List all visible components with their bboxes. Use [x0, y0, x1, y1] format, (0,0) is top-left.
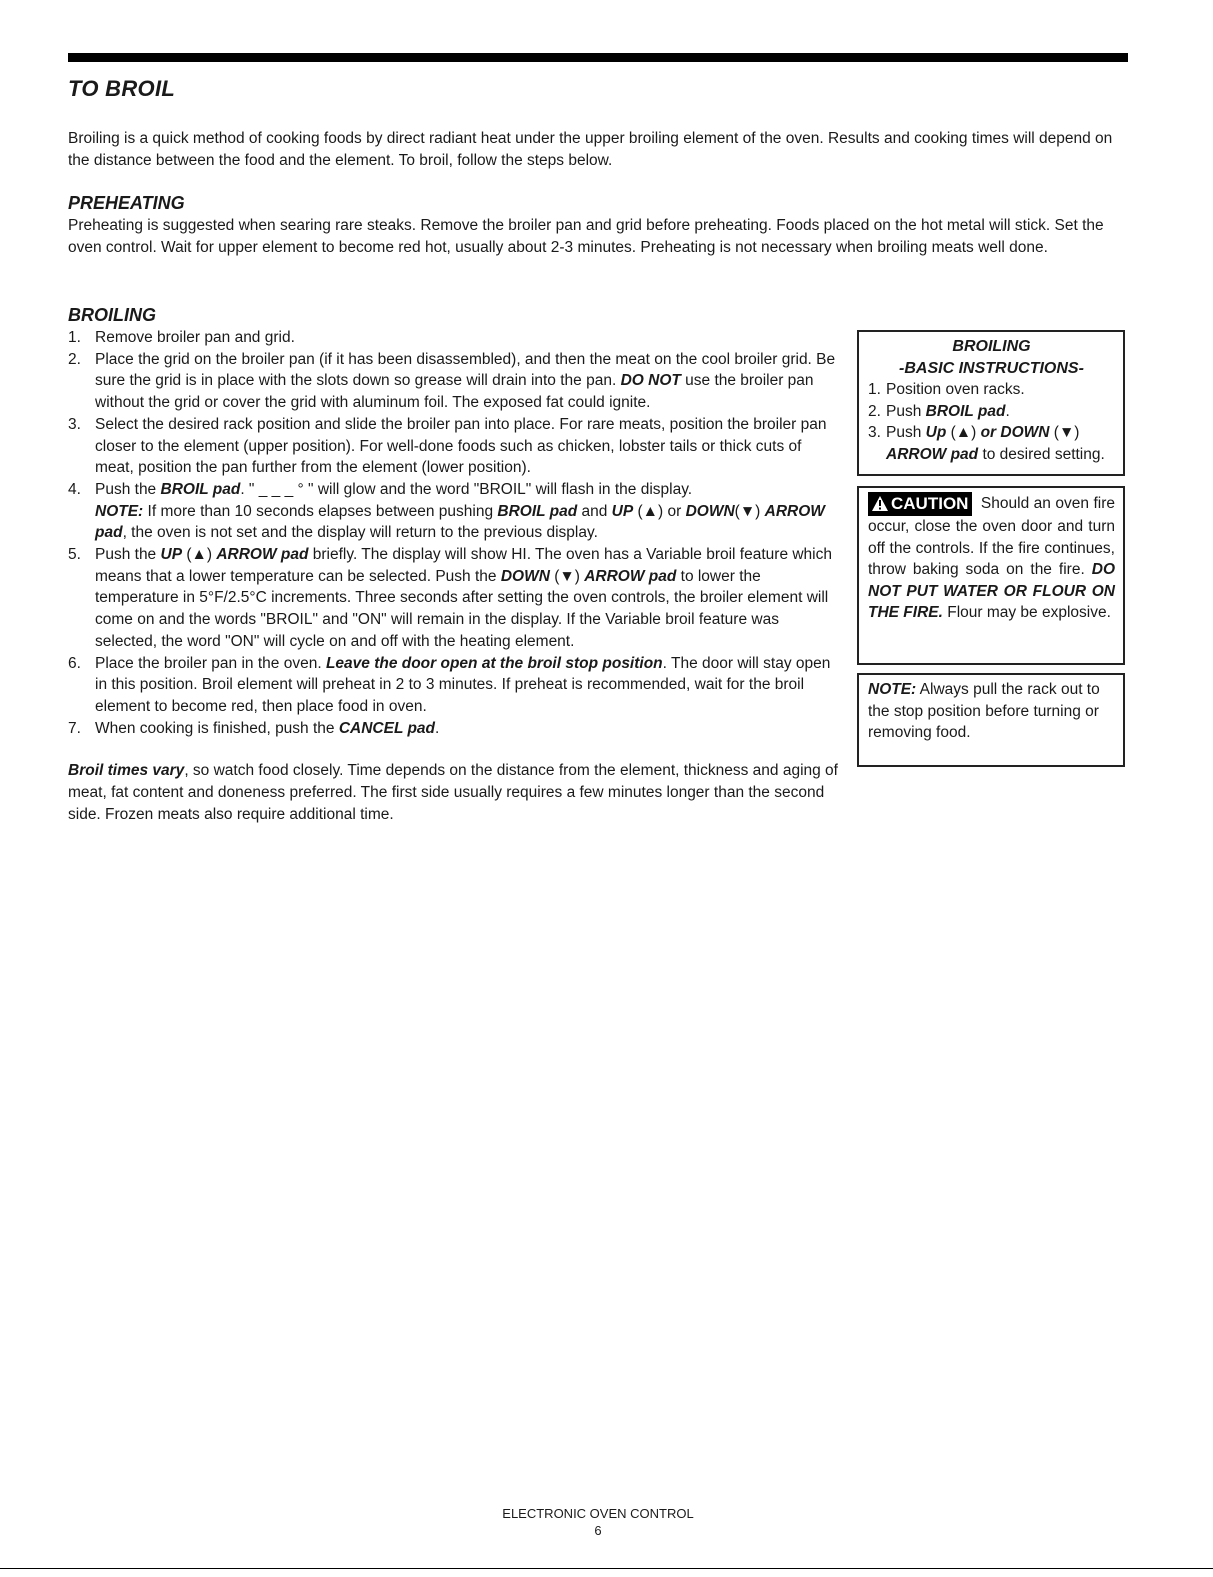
- note-box: NOTE: Always pull the rack out to the stop position before turning or removing food.: [857, 673, 1125, 767]
- step-6: 6. Place the broiler pan in the oven. Leave the door open at the broil stop position. The door will stay open in this position. Broil element will preheat in 2 to 3 minutes. If preheat is recommended, wait for the broil element to become red, then place food in oven.: [68, 654, 831, 715]
- caution-badge: CAUTION: [868, 492, 972, 516]
- step-5: 5. Push the UP (▲) ARROW pad briefly. The display will show HI. The oven has a Variable broil feature which means that a lower temperature can be selected. Push the DOWN (▼) ARROW pad to lower the temperature in 5°F/2.5°C increments. Three seconds after setting the oven controls, the broiler element will come on and the words "BROIL" and "ON" will remain in the display. If the Variable broil feature was selected, the word "ON" will cycle on and off with the heating element.: [68, 546, 832, 650]
- footer-label: ELECTRONIC OVEN CONTROL: [502, 1506, 694, 1521]
- step-2: 2. Place the grid on the broiler pan (if it has been disassembled), and then the meat on the cool broiler grid. Be sure the grid is in place with the slots down so grease will drain into the pan. DO NOT use the broiler pan without the grid or cover the grid with aluminum foil. The exposed fat could ignite.: [68, 350, 836, 412]
- step-7: 7. When cooking is finished, push the CANCEL pad.: [68, 718, 840, 740]
- step-number: 1.: [68, 329, 81, 346]
- note-label: NOTE:: [95, 502, 144, 520]
- broiling-steps: [68, 327, 840, 739]
- step-4: 4. Push the BROIL pad. " _ _ _ ° " will glow and the word "BROIL" will flash in the display. NOTE: If more than 10 seconds elapses between pushing BROIL pad and UP (▲) or DOWN(▼) ARROW pad, the oven is not set and the display will return to the previous display.: [68, 480, 825, 542]
- basic-instructions-list: [868, 379, 1115, 465]
- basic-box-subtitle: -BASIC INSTRUCTIONS-: [899, 359, 1084, 377]
- bottom-rule: [0, 1568, 1213, 1569]
- basic-item: 3. Push Up (▲) or DOWN (▼) ARROW pad to desired setting.: [868, 424, 1105, 463]
- preheating-heading: PREHEATING: [68, 193, 185, 213]
- broil-times-paragraph: Broil times vary, so watch food closely. Time depends on the distance from the element, thickness and aging of meat, fat content and doneness preferred. The first side usually requires a few minutes longer than the second side. Frozen meats also require additional time.: [68, 762, 838, 823]
- basic-item: 2. Push BROIL pad.: [868, 402, 1010, 420]
- step-number: 3.: [68, 415, 81, 433]
- step-number: 7.: [68, 719, 81, 737]
- basic-box-title: BROILING: [952, 338, 1031, 355]
- top-rule: [68, 53, 1128, 62]
- step-1: 1. Remove broiler pan and grid.: [68, 327, 840, 349]
- step-3: 3. Select the desired rack position and slide the broiler pan into place. For rare meats, position the broiler pan closer to the element (upper position). For well-done foods such as chicken, lobster tails or thick cuts of meat, position the pan further from the element (lower position).: [68, 415, 827, 477]
- page-title: TO BROIL: [68, 76, 176, 101]
- warning-icon: [871, 495, 889, 512]
- page-number: 6: [594, 1523, 602, 1538]
- note-box-label: NOTE:: [868, 681, 917, 698]
- step-number: 4.: [68, 480, 81, 498]
- step-number: 2.: [68, 350, 81, 368]
- step-number: 6.: [68, 654, 81, 672]
- intro-paragraph: Broiling is a quick method of cooking foods by direct radiant heat under the upper broiling element of the oven. Results and cooking times will depend on the distance between the food and the element. To broil, follow the steps below.: [68, 130, 1113, 169]
- basic-instructions-box: [857, 330, 1125, 476]
- caution-box: CAUTION Should an oven fire occur, close the oven door and turn off the controls. If the fire continues, throw baking soda on the fire. DO NOT PUT WATER OR FLOUR ON THE FIRE. Flour may be explosive.: [857, 486, 1125, 665]
- preheating-paragraph: Preheating is suggested when searing rare steaks. Remove the broiler pan and grid before preheating. Foods placed on the hot metal will stick. Set the oven control. Wait for upper element to become red hot, usually about 2-3 minutes. Preheating is not necessary when broiling meats well done.: [68, 217, 1104, 256]
- step-number: 5.: [68, 546, 81, 564]
- broiling-heading: BROILING: [68, 305, 156, 325]
- basic-item: 1. Position oven racks.: [868, 381, 1025, 398]
